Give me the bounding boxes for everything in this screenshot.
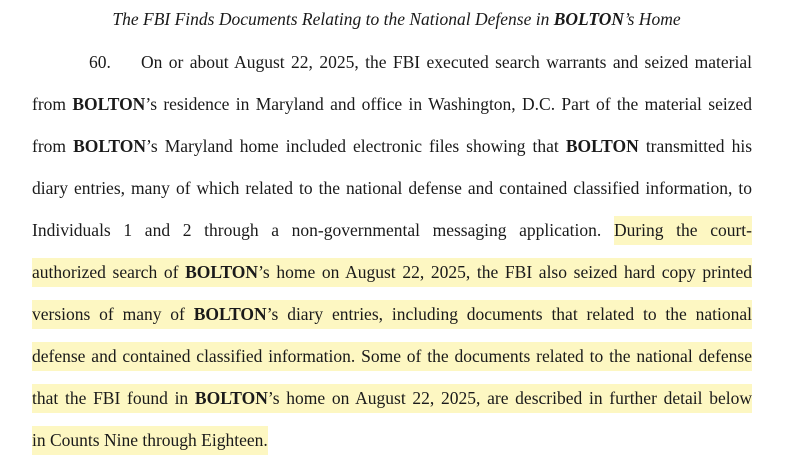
highlighted-text: versions of many of	[32, 300, 194, 329]
paragraph-line	[32, 260, 752, 284]
paragraph-number: 60.	[89, 52, 111, 72]
heading-text-pre: The FBI Finds Documents Relating to the National Defense in	[112, 9, 554, 29]
section-heading	[0, 8, 793, 30]
highlighted-text: During the court-	[614, 216, 752, 245]
paragraph-line	[32, 218, 752, 242]
heading-name: BOLTON	[553, 9, 625, 29]
paragraph-text: transmitted his	[638, 136, 753, 156]
paragraph-text: ’s residence in Maryland and office in Washington, D.C. Part of the material seized	[145, 94, 752, 114]
heading-text-post: ’s Home	[624, 9, 681, 29]
paragraph-text: from	[32, 136, 74, 156]
paragraph-line	[32, 302, 752, 326]
defendant-name: BOLTON	[185, 258, 258, 287]
defendant-name: BOLTON	[72, 94, 146, 114]
paragraph-text: ’s Maryland home included electronic files showing that	[146, 136, 566, 156]
defendant-name: BOLTON	[194, 300, 267, 329]
paragraph-text: diary entries, many of which related to the national defense and contained classified information, to	[32, 178, 752, 198]
paragraph-text: from	[32, 94, 73, 114]
paragraph-line	[32, 386, 752, 410]
paragraph-text: On or about August 22, 2025, the FBI executed search warrants and seized material	[141, 52, 752, 72]
paragraph-line	[32, 176, 752, 200]
highlighted-text: ’s diary entries, including documents that related to the national	[267, 300, 752, 329]
highlighted-text: that the FBI found in	[32, 384, 195, 413]
highlighted-text: authorized search of	[32, 258, 185, 287]
highlighted-text: in Counts Nine through Eighteen.	[32, 426, 268, 455]
paragraph-text: Individuals 1 and 2 through a non-governmental messaging application.	[32, 220, 614, 240]
defendant-name: BOLTON	[73, 136, 147, 156]
paragraph-line	[32, 428, 268, 452]
defendant-name: BOLTON	[565, 136, 639, 156]
paragraph-line	[89, 50, 752, 74]
highlighted-text: ’s home on August 22, 2025, are described in further detail below	[268, 384, 752, 413]
highlighted-text: defense and contained classified information. Some of the documents related to the national defense	[32, 342, 752, 371]
defendant-name: BOLTON	[195, 384, 268, 413]
paragraph-line	[32, 344, 752, 368]
paragraph-line	[32, 134, 752, 158]
paragraph-line	[32, 92, 752, 116]
highlighted-text: ’s home on August 22, 2025, the FBI also seized hard copy printed	[258, 258, 752, 287]
